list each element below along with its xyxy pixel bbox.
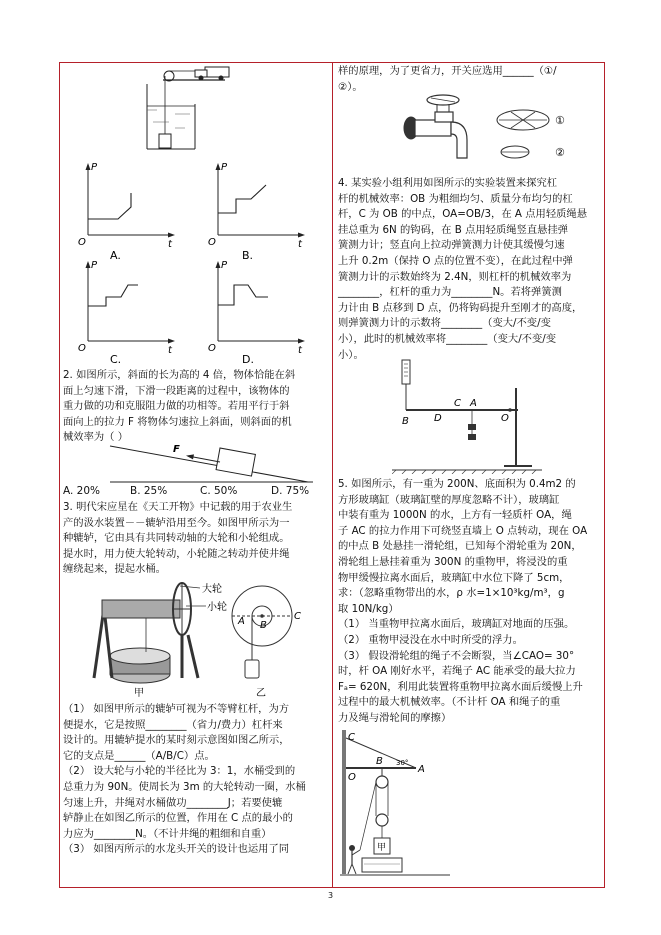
q3-line: 种辘轳，它由具有共同转动轴的大轮和小轮组成。 bbox=[63, 532, 290, 545]
fig5-label-o: O bbox=[348, 772, 356, 783]
graph-b-option: B. bbox=[242, 249, 254, 262]
q2-choice-c: C. 50% bbox=[200, 485, 238, 497]
q5-line: 求：（忽略重物带出的水，ρ 水=1×10³kg/m³，g bbox=[338, 587, 565, 600]
q2-choice-a: A. 20% bbox=[63, 485, 101, 497]
q2-line: 面向上的拉力 F 将物体匀速拉上斜面，则斜面的机 bbox=[63, 415, 292, 428]
q5-line: 的中点 B 处悬挂一滑轮组，已知每个滑轮重为 20N， bbox=[338, 540, 582, 553]
q3-sub-line: 总重力为 90N。使周长为 3m 的大轮转动一圈，水桶 bbox=[63, 780, 306, 793]
q4-line: 杆的机械效率：OB 为粗细均匀、质量分布均匀的杠 bbox=[338, 192, 573, 205]
q4-line: 力计由 B 点移到 D 点，仍将钩码提升至刚才的高度， bbox=[338, 301, 583, 314]
label-a: A bbox=[238, 616, 245, 627]
q3-sub-line: （3） 如图丙所示的水龙头开关的设计也运用了同 bbox=[63, 843, 290, 856]
q4-line: 小），此时的机械效率将________（变大/不变/变 bbox=[338, 332, 557, 345]
q4-line: 杆，C 为 OB 的中点，OA=OB/3，在 A 点用轻质绳悬 bbox=[338, 208, 588, 221]
graph-c-t: t bbox=[168, 345, 172, 356]
q3-continued bbox=[338, 64, 600, 95]
pulley-wall-figure bbox=[340, 728, 460, 878]
q3-sub-line: （2） 设大轮与小轮的半径比为 3：1，水桶受到的 bbox=[63, 765, 296, 778]
graph-d-p: P bbox=[221, 260, 228, 271]
graph-c-p: P bbox=[91, 260, 98, 271]
q3-sub-line: 力应为________N。（不计井绳的粗细和自重） bbox=[63, 827, 272, 840]
q5-line: 滑轮组上悬挂着重为 300N 的重物甲，将浸没的重 bbox=[338, 555, 568, 568]
q5-line: 方形玻璃缸（玻璃缸壁的厚度忽略不计），玻璃缸 bbox=[338, 493, 560, 506]
lever-label-o: O bbox=[501, 413, 509, 424]
q4-line: 小）。 bbox=[338, 348, 364, 361]
q5-line: 时，杆 OA 刚好水平，若绳子 AC 能承受的最大拉力 bbox=[338, 665, 576, 678]
lever-label-d: D bbox=[434, 413, 442, 424]
q5-line: 过程中的最大机械效率。（不计杆 OA 和绳子的重 bbox=[338, 696, 561, 709]
question-3 bbox=[63, 500, 327, 578]
q2-line: 2. 如图所示，斜面的长为高的 4 倍，物体恰能在斜 bbox=[63, 369, 296, 381]
q2-line: 械效率为（ ） bbox=[63, 431, 129, 444]
label-c: C bbox=[294, 611, 301, 622]
valve-2-label: ② bbox=[555, 146, 565, 159]
graph-b bbox=[208, 162, 305, 250]
q3-sub-line: （1） 如图甲所示的辘轳可视为不等臂杠杆，为方 bbox=[63, 703, 290, 715]
question-4 bbox=[338, 176, 600, 363]
question-2 bbox=[63, 368, 327, 446]
force-label: F bbox=[173, 444, 180, 455]
label-jia: 甲 bbox=[134, 688, 144, 698]
graph-d bbox=[208, 260, 305, 356]
graph-b-p: P bbox=[221, 162, 228, 173]
label-small-wheel: 小轮 bbox=[207, 602, 227, 613]
graph-b-t: t bbox=[298, 239, 302, 250]
lever-label-b: B bbox=[402, 416, 409, 427]
pt-graphs bbox=[76, 155, 326, 365]
label-yi: 乙 bbox=[256, 688, 266, 698]
q4-line: 上升 0.2m（保持 O 点的位置不变），在此过程中弹 bbox=[338, 254, 573, 267]
windlass-yi bbox=[232, 586, 301, 698]
q3-sub-line: 它的支点是______（A/B/C）点。 bbox=[63, 749, 215, 762]
q3-line: 3. 明代宋应星在《天工开物》中记载的用于农业生 bbox=[63, 501, 293, 513]
page-number: 3 bbox=[327, 891, 334, 900]
q3-sub-line: 便提水，它是按照________（省力/费力）杠杆来 bbox=[63, 718, 283, 731]
q4-line: 簧测力计；竖直向上拉动弹簧测力计使其缓慢匀速 bbox=[338, 239, 565, 252]
lever-figure bbox=[392, 358, 542, 474]
q3-sub-line: 轳静止在如图乙所示的位置，作用在 C 点的最小的 bbox=[63, 812, 293, 825]
q4-line: 挂总重为 6N 的钩码，在 B 点用轻质绳竖直悬挂弹 bbox=[338, 223, 569, 236]
q4-line: 4. 某实验小组利用如图所示的实验装置来探究杠 bbox=[338, 177, 558, 189]
graph-a-o: O bbox=[78, 237, 86, 248]
q3-sub-line: 设计的。用辘轳提水的某时刻示意图如图乙所示， bbox=[63, 734, 290, 747]
q5-line: 5. 如图所示，有一重为 200N、底面积为 0.4m2 的 bbox=[338, 478, 576, 490]
graph-a-t: t bbox=[168, 239, 172, 250]
lever-label-c: C bbox=[454, 398, 461, 409]
lever-label-a: A bbox=[470, 398, 477, 409]
fig5-label-a: A bbox=[418, 764, 425, 775]
graph-a-option: A. bbox=[110, 249, 121, 262]
label-b: B bbox=[260, 620, 267, 631]
q4-line: 则弹簧测力计的示数将________（变大/不变/变 bbox=[338, 317, 551, 330]
graph-b-o: O bbox=[208, 237, 216, 248]
q5-line: 取 10N/kg） bbox=[338, 602, 399, 615]
question-3-sub bbox=[63, 702, 327, 858]
q2-line: 面上匀速下滑，下滑一段距离的过程中，该物体的 bbox=[63, 384, 290, 397]
graph-a bbox=[78, 162, 175, 250]
q3-sub-line: 匀速上升，井绳对水桶做功________J；若要使辘 bbox=[63, 796, 283, 809]
q3-line: 缠绕起来，提起水桶。 bbox=[63, 563, 166, 576]
graph-c-option: C. bbox=[110, 353, 122, 365]
q2-choice-d: D. 75% bbox=[271, 485, 310, 497]
fig5-label-c: C bbox=[348, 732, 355, 743]
q3-line: 产的汲水装置－－辘轳沿用至今。如图甲所示为一 bbox=[63, 516, 290, 529]
windlass-jia bbox=[94, 583, 198, 698]
q5-line: 力及绳与滑轮间的摩擦） bbox=[338, 711, 452, 724]
fig5-angle: 30° bbox=[396, 759, 409, 767]
faucet-figure bbox=[395, 92, 585, 170]
windlass-figure bbox=[82, 578, 322, 698]
question-5 bbox=[338, 477, 600, 727]
graph-c-o: O bbox=[78, 343, 86, 354]
graph-a-p: P bbox=[91, 162, 98, 173]
q5-line: （1） 当重物甲拉离水面后，玻璃缸对地面的压强。 bbox=[338, 618, 575, 631]
q5-line: 中装有重为 1000N 的水，上方有一轻质杆 OA，绳 bbox=[338, 509, 572, 522]
graph-d-o: O bbox=[208, 343, 216, 354]
q2-line: 重力做的功和克服阻力做的功相等。若用平行于斜 bbox=[63, 400, 290, 413]
column-divider bbox=[332, 62, 333, 888]
truck-pulley-figure bbox=[135, 64, 245, 152]
incline-figure bbox=[108, 440, 318, 485]
q2-choice-b: B. 25% bbox=[130, 485, 168, 497]
q4-line: 簧测力计的示数始终为 2.4N，则杠杆的机械效率为 bbox=[338, 270, 572, 283]
q5-line: （3） 假设滑轮组的绳子不会断裂，当∠CAO= 30° bbox=[338, 649, 575, 662]
q3-cont-line: 样的原理，为了更省力，开关应选用______（①/ bbox=[338, 65, 557, 77]
q3-line: 提水时，用力使大轮转动，小轮随之转动并使井绳 bbox=[63, 547, 290, 560]
q5-line: Fₐ= 620N，利用此装置将重物甲拉离水面后缓慢上升 bbox=[338, 680, 583, 693]
graph-d-t: t bbox=[298, 345, 302, 356]
graph-c bbox=[78, 260, 175, 356]
q4-line: ________，杠杆的重力为________N。若将弹簧测 bbox=[338, 286, 562, 299]
label-big-wheel: 大轮 bbox=[202, 584, 222, 595]
fig5-label-b: B bbox=[376, 756, 383, 767]
fig5-label-jia: 甲 bbox=[377, 843, 387, 853]
q5-line: 子 AC 的拉力作用下可绕竖直墙上 O 点转动，现在 OA bbox=[338, 524, 588, 537]
valve-1-label: ① bbox=[555, 114, 565, 127]
q5-line: （2） 重物甲浸没在水中时所受的浮力。 bbox=[338, 633, 523, 646]
q3-cont-line: ②）。 bbox=[338, 80, 363, 93]
graph-d-option: D. bbox=[242, 353, 254, 365]
q5-line: 物甲缓慢拉离水面后，玻璃缸中水位下降了 5cm， bbox=[338, 571, 570, 584]
